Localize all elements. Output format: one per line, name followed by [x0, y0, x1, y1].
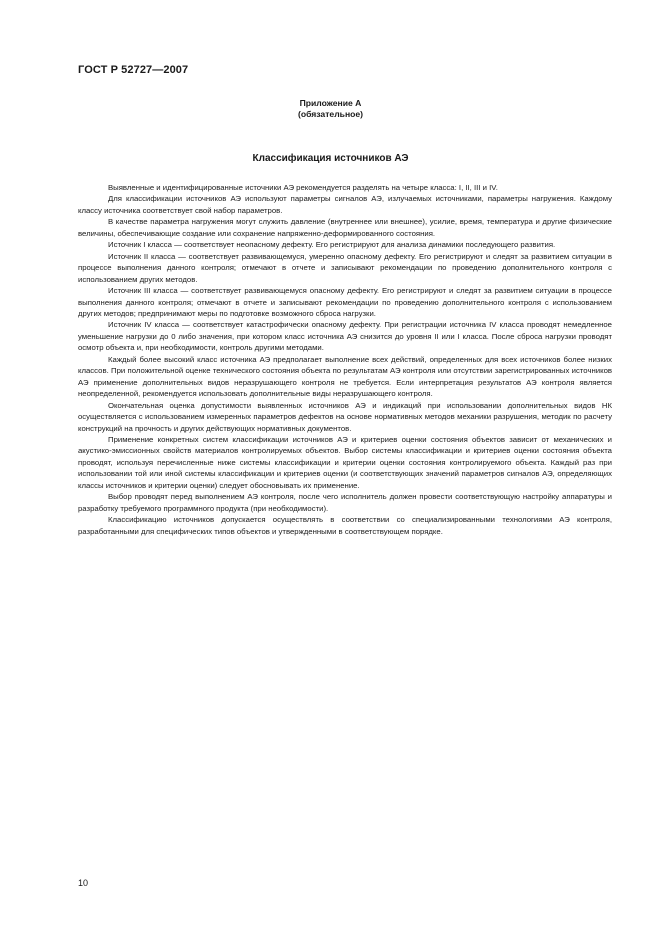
appendix-status: (обязательное): [297, 109, 364, 119]
paragraph: Окончательная оценка допустимости выявленных источников АЭ и индикаций при использовании дополнительных видов НК осуществляется с использованием измеренных параметров дефектов на основе нормативных методов механики разрушения, методик по расчету конструкций на прочность и других действующих нормативных документов.: [78, 400, 612, 433]
body-text: [78, 182, 612, 537]
paragraph: Источник IV класса — соответствует катастрофически опасному дефекту. При регистрации источника IV класса проводят немедленное уменьшение нагрузки до 0 либо значения, при котором класс источника АЭ снизится до уровня II или I класса. После сброса нагрузки проводят осмотр объекта и, при необходимости, контроль другими методами.: [78, 320, 612, 353]
paragraph: Каждый более высокий класс источника АЭ предполагает выполнение всех действий, определенных для всех источников более низких классов. При положительной оценке технического состояния объекта по результатам АЭ контроля или отсутствии зарегистрированных источников АЭ применение дополнительных видов неразрушающего контроля не требуется. Если интерпретация результатов АЭ контроля является неопределенной, рекомендуется использовать дополнительные виды неразрушающего контроля.: [78, 354, 612, 399]
paragraph: Выявленные и идентифицированные источники АЭ рекомендуется разделять на четыре класса: I, II, III и IV.: [108, 183, 498, 192]
appendix-title: Приложение А: [299, 98, 362, 108]
paragraph: Источник III класса — соответствует развивающемуся опасному дефекту. Его регистрируют и следят за развитием ситуации в процессе выполнения данного контроля; отмечают в отчете и записывают рекомендации по проведению дополнительного контроля с использованием других методов; предпринимают меры по подготовке возможного сброса нагрузки.: [78, 286, 612, 318]
section-title: Классификация источников АЭ: [252, 153, 409, 164]
paragraph: Применение конкретных систем классификации источников АЭ и критериев оценки состояния объектов зависит от механических и акустико-эмиссионных свойств материалов контролируемых объектов. Выбор системы классификации и критериев оценки состояния объекта проводят, используя перечисленные ниже системы классификации и критерии оценки состояния контролируемого объекта. Каждый раз при использовании той или иной системы классификации и критериев оценки (и соответствующих значений параметров сигналов АЭ, определяющих классы источников и критерии оценки) следует обосновывать их применение.: [78, 434, 612, 490]
paragraph: Выбор проводят перед выполнением АЭ контроля, после чего исполнитель должен провести соответствующую настройку аппаратуры и разработку требуемого программного продукта (при необходимости).: [78, 492, 612, 513]
paragraph: В качестве параметра нагружения могут служить давление (внутреннее или внешнее), усилие, время, температура и другие физические величины, обеспечивающие создание или сохранение напряженно-деформированного состояния.: [78, 217, 612, 238]
paragraph: Источник I класса — соответствует неопасному дефекту. Его регистрируют для анализа динамики последующего развития.: [108, 240, 556, 250]
page-number: 10: [78, 878, 89, 888]
paragraph: Для классификации источников АЭ используют параметры сигналов АЭ, излучаемых источниками, параметры нагружения. Каждому классу источника соответствует свой набор параметров.: [78, 194, 612, 215]
paragraph: Источник II класса — соответствует развивающемуся, умеренно опасному дефекту. Его регистрируют и следят за развитием ситуации в процессе выполнения данного контроля; отмечают в отчете и записывают рекомендации по проведению дополнительного контроля с использованием других методов.: [78, 251, 612, 284]
paragraph: Классификацию источников допускается осуществлять в соответствии со специализированными технологиями АЭ контроля, разработанными для специфических типов объектов и утвержденными в соответствующем порядке.: [78, 515, 612, 536]
document-header: ГОСТ Р 52727—2007: [78, 64, 189, 76]
appendix-heading: [0, 98, 661, 120]
